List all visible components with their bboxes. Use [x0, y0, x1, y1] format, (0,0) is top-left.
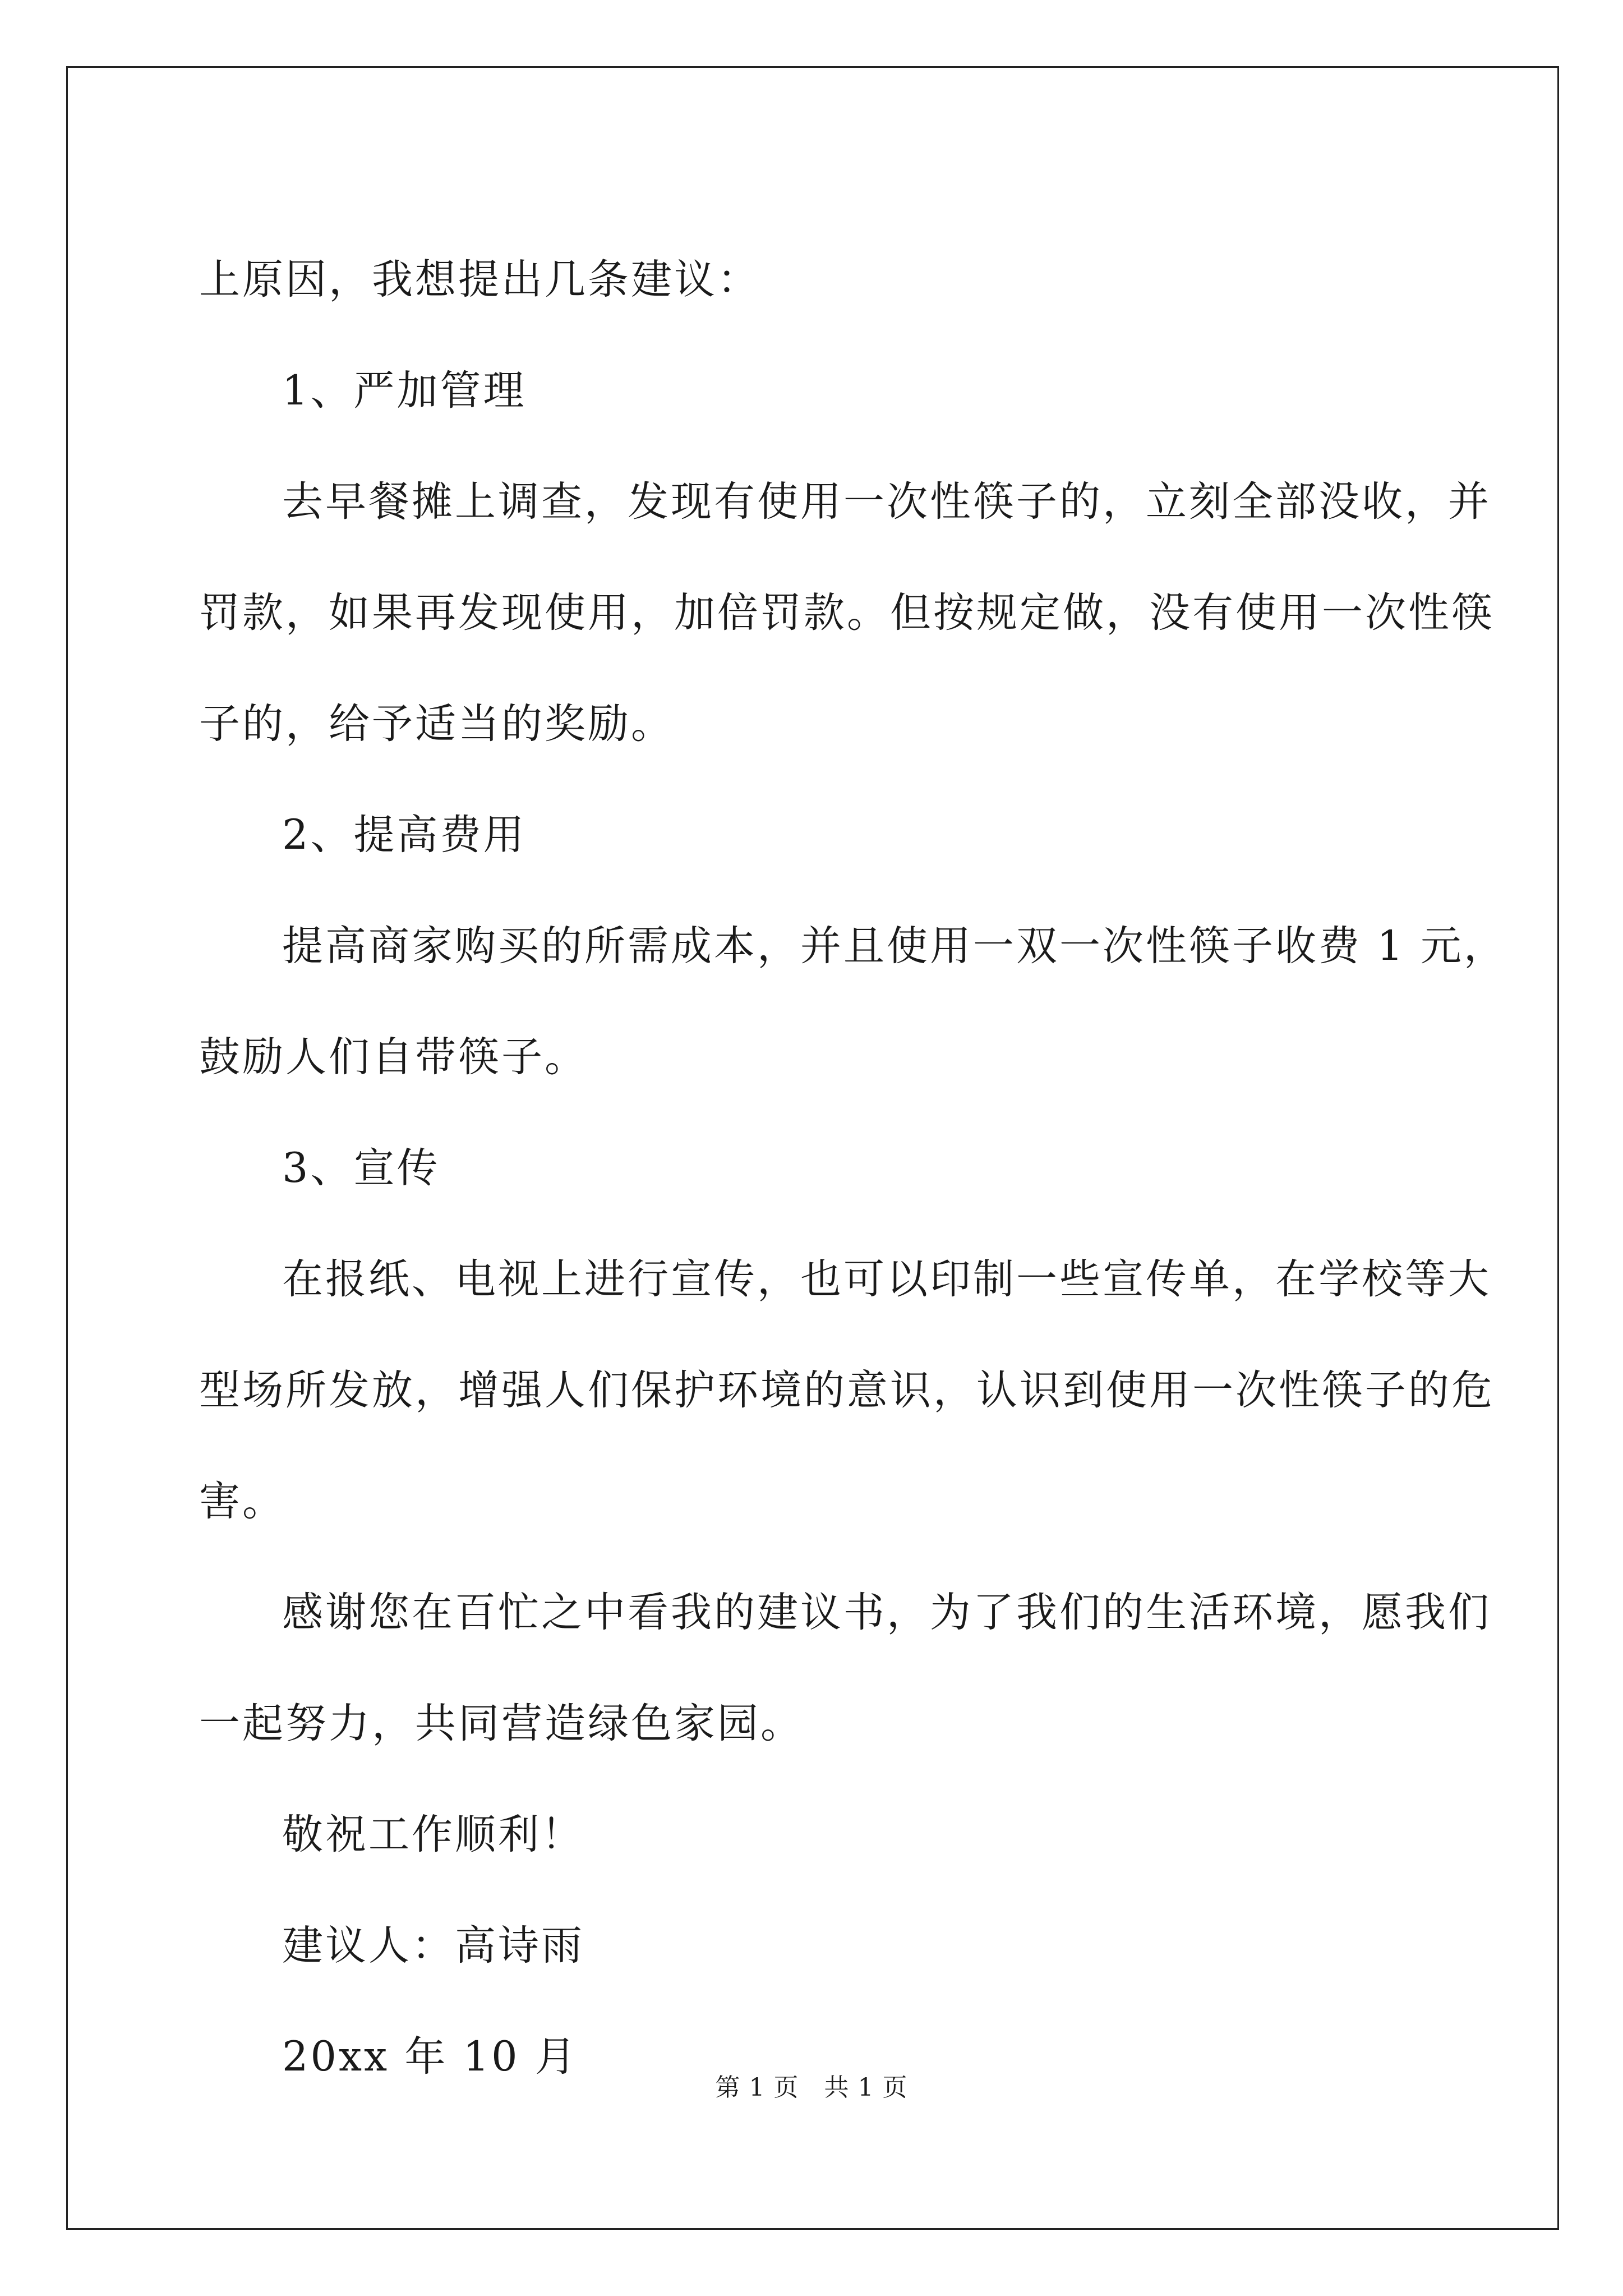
paragraph-line: 鼓励人们自带筷子。 [199, 1033, 588, 1081]
closing-greeting: 敬祝工作顺利！ [282, 1811, 584, 1858]
paragraph-line: 提高商家购买的所需成本，并且使用一双一次性筷子收费 1 元， [282, 922, 1507, 970]
paragraph-intro: 上原因，我想提出几条建议： [199, 256, 760, 303]
document-body [199, 224, 1507, 2113]
paragraph-line: 在报纸、电视上进行宣传，也可以印制一些宣传单，在学校等大 [282, 1255, 1491, 1303]
paragraph-line: 一起努力，共同营造绿色家园。 [199, 1700, 804, 1747]
paragraph-line: 型场所发放，增强人们保护环境的意识，认识到使用一次性筷子的危 [199, 1366, 1495, 1414]
heading-raise-fees: 2、提高费用 [282, 811, 527, 859]
paragraph-line: 害。 [199, 1478, 285, 1525]
paragraph-line: 去早餐摊上调查，发现有使用一次性筷子的，立刻全部没收，并 [282, 478, 1491, 526]
page-number-footer: 第 1 页 共 1 页 [715, 2073, 908, 2102]
date-line: 20xx 年 10 月 [282, 2033, 578, 2081]
heading-strict-management: 1、严加管理 [282, 367, 527, 415]
paragraph-line: 罚款，如果再发现使用，加倍罚款。但按规定做，没有使用一次性筷 [199, 589, 1495, 637]
signature-line: 建议人：高诗雨 [282, 1922, 584, 1970]
paragraph-line: 子的，给予适当的奖励。 [199, 700, 674, 748]
paragraph-line: 感谢您在百忙之中看我的建议书，为了我们的生活环境，愿我们 [282, 1589, 1491, 1636]
heading-publicity: 3、宣传 [282, 1144, 440, 1192]
